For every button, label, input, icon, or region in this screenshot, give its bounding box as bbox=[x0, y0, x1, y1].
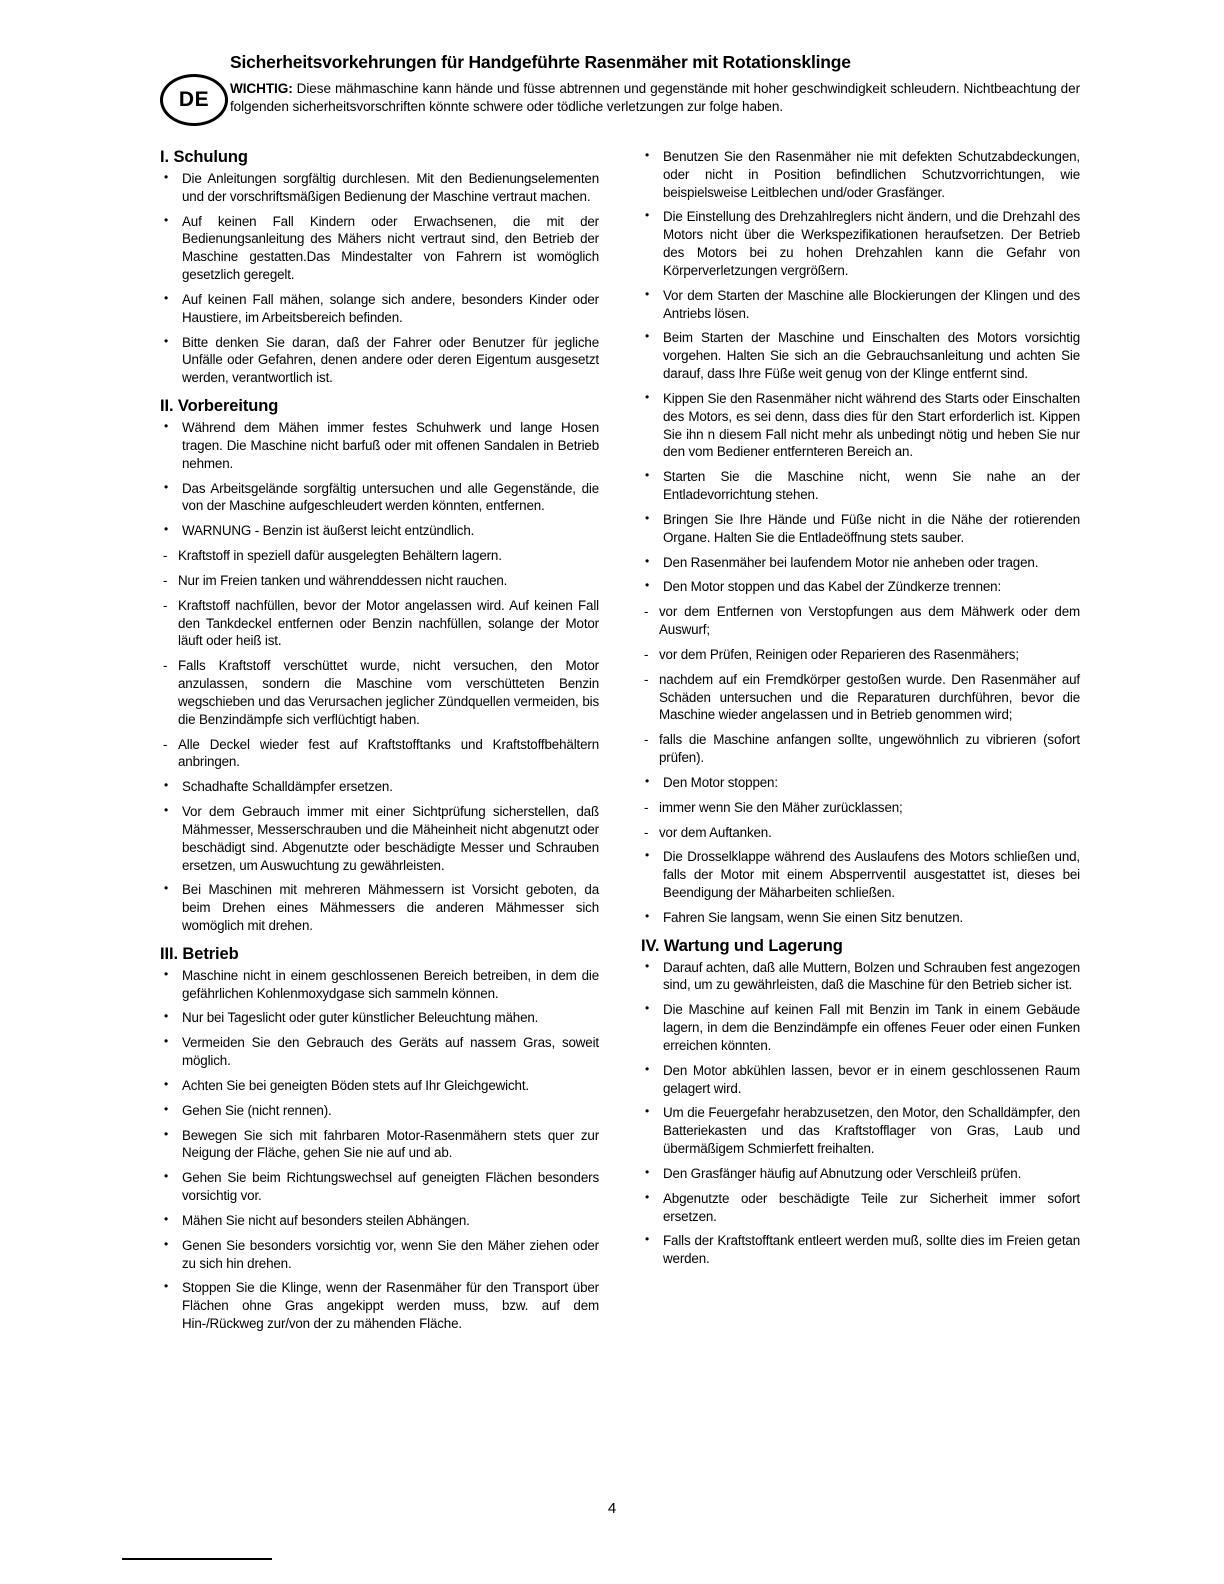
right-column bbox=[641, 148, 1080, 1340]
list-item: - vor dem Prüfen, Reinigen oder Reparieren des Rasenmähers; bbox=[641, 646, 1080, 664]
nested-dash-list-zuendkerze bbox=[641, 603, 1080, 767]
list-item: • Genen Sie besonders vorsichtig vor, wenn Sie den Mäher ziehen oder zu sich hin drehen. bbox=[160, 1237, 599, 1273]
page-number: 4 bbox=[607, 1500, 617, 1517]
list-item: • Den Motor abkühlen lassen, bevor er in einem geschlossenen Raum gelagert wird. bbox=[641, 1062, 1080, 1098]
list-item: • Das Arbeitsgelände sorgfältig untersuchen und alle Gegenstände, die von der Maschine aufgeschleudert werden könnten, entfernen. bbox=[160, 480, 599, 516]
list-item: • Fahren Sie langsam, wenn Sie einen Sitz benutzen. bbox=[641, 909, 1080, 927]
list-item: - Kraftstoff nachfüllen, bevor der Motor angelassen wird. Auf keinen Fall den Tankdeckel entfernen oder Benzin nachfüllen, solange der Motor läuft oder heiß ist. bbox=[160, 597, 599, 650]
list-item: • Gehen Sie beim Richtungswechsel auf geneigten Flächen besonders vorsichtig vor. bbox=[160, 1169, 599, 1205]
list-schulung bbox=[160, 170, 599, 387]
list-item: • Darauf achten, daß alle Muttern, Bolzen und Schrauben fest angezogen sind, um zu gewährleisten, daß die Maschine für den Betrieb sicher ist. bbox=[641, 959, 1080, 995]
important-notice bbox=[230, 80, 1080, 117]
list-item: • Den Motor stoppen: bbox=[641, 774, 1080, 792]
list-item: • Benutzen Sie den Rasenmäher nie mit defekten Schutzabdeckungen, oder nicht in Position befindlichen Schutzvorrichtungen, wie beispielsweise Leitblechen und/oder Grasfänger. bbox=[641, 148, 1080, 201]
list-item: - immer wenn Sie den Mäher zurücklassen; bbox=[641, 799, 1080, 817]
left-column bbox=[160, 148, 599, 1340]
list-item: - Falls Kraftstoff verschüttet wurde, nicht versuchen, den Motor anzulassen, sondern die Maschine vom verschütteten Benzin wegschieben und das Verursachen jeglicher Zündquellen vermeiden, bis die Benzindämpfe sich verflüchtigt haben. bbox=[160, 657, 599, 728]
nested-dash-list-kraftstoff bbox=[160, 547, 599, 771]
page-header bbox=[160, 52, 1080, 117]
list-item: • Schadhafte Schalldämpfer ersetzen. bbox=[160, 778, 599, 796]
list-item: • Falls der Kraftstofftank entleert werden muß, sollte dies im Freien getan werden. bbox=[641, 1232, 1080, 1268]
list-item: - Kraftstoff in speziell dafür ausgelegten Behältern lagern. bbox=[160, 547, 599, 565]
list-item: • Vor dem Starten der Maschine alle Blockierungen der Klingen und des Antriebs lösen. bbox=[641, 287, 1080, 323]
section-heading-betrieb: III. Betrieb bbox=[160, 944, 239, 963]
list-item: - falls die Maschine anfangen sollte, ungewöhnlich zu vibrieren (sofort prüfen). bbox=[641, 731, 1080, 767]
list-item: • Vermeiden Sie den Gebrauch des Geräts auf nassem Gras, soweit möglich. bbox=[160, 1034, 599, 1070]
nested-dash-list-motor-stoppen bbox=[641, 799, 1080, 842]
list-item: • Den Rasenmäher bei laufendem Motor nie anheben oder tragen. bbox=[641, 554, 1080, 572]
list-item: • Den Grasfänger häufig auf Abnutzung oder Verschleiß prüfen. bbox=[641, 1165, 1080, 1183]
list-item: • WARNUNG - Benzin ist äußerst leicht entzündlich. bbox=[160, 522, 599, 540]
list-item: • Auf keinen Fall Kindern oder Erwachsenen, die mit der Bedienungsanleitung des Mähers nicht vertraut sind, den Betrieb der Maschine gestatten.Das Mindestalter von Fahrern ist womöglich gesetzlich geregelt. bbox=[160, 213, 599, 284]
list-item: • Die Drosselklappe während des Auslaufens des Motors schließen und, falls der Motor mit einem Absperrventil ausgestattet ist, dieses bei Beendigung der Mäharbeiten schließen. bbox=[641, 848, 1080, 901]
list-item: • Die Anleitungen sorgfältig durchlesen. Mit den Bedienungselementen und der vorschriftsmäßigen Bedienung der Maschine vertraut machen. bbox=[160, 170, 599, 206]
list-item: • Achten Sie bei geneigten Böden stets auf Ihr Gleichgewicht. bbox=[160, 1077, 599, 1095]
list-item: - vor dem Entfernen von Verstopfungen aus dem Mähwerk oder dem Auswurf; bbox=[641, 603, 1080, 639]
two-column-body bbox=[160, 148, 1080, 1340]
section-heading-vorbereitung: II. Vorbereitung bbox=[160, 397, 279, 416]
list-item: • Den Motor stoppen und das Kabel der Zündkerze trennen: bbox=[641, 578, 1080, 596]
list-item: • Um die Feuergefahr herabzusetzen, den Motor, den Schalldämpfer, den Batteriekasten und das Kraftstofflager von Gras, Laub und übermäßigem Schmierfett freihalten. bbox=[641, 1104, 1080, 1157]
list-item: • Kippen Sie den Rasenmäher nicht während des Starts oder Einschalten des Motors, es sei denn, dass dies für den Start erforderlich ist. Kippen Sie ihn n diesem Fall nicht mehr als unbedingt nötig und heben Sie nur den vom Bediener entfernteren Bereich an. bbox=[641, 390, 1080, 461]
list-betrieb-cont bbox=[641, 148, 1080, 596]
list-item: • Starten Sie die Maschine nicht, wenn Sie nahe an der Entladevorrichtung stehen. bbox=[641, 468, 1080, 504]
list-kraftstoff bbox=[160, 547, 599, 771]
list-vorbereitung bbox=[160, 419, 599, 540]
language-badge-de: DE bbox=[160, 74, 228, 126]
list-betrieb-end bbox=[641, 848, 1080, 926]
list-item: • Während dem Mähen immer festes Schuhwerk und lange Hosen tragen. Die Maschine nicht barfuß oder mit offenen Sandalen in Betrieb nehmen. bbox=[160, 419, 599, 472]
list-item: • Maschine nicht in einem geschlossenen Bereich betreiben, in dem die gefährlichen Kohlenmoxydgase sich sammeln können. bbox=[160, 967, 599, 1003]
list-item: • Vor dem Gebrauch immer mit einer Sichtprüfung sicherstellen, daß Mähmesser, Messerschrauben und die Mäheinheit nicht abgenutzt oder beschädigt sind. Abgenutzte oder beschädigte Messer und Schrauben ersetzen, um Auswuchtung zu gewährleisten. bbox=[160, 803, 599, 874]
list-motor-stoppen bbox=[641, 774, 1080, 792]
list-item: • Die Einstellung des Drehzahlreglers nicht ändern, und die Drehzahl des Motors nicht über die Werkspezifikationen heraufsetzen. Der Betrieb des Motors bei zu hohen Drehzahlen kann die Gefahr von Körperverletzungen vergrößern. bbox=[641, 208, 1080, 279]
list-item: • Bitte denken Sie daran, daß der Fahrer oder Benutzer für jegliche Unfälle oder Gefahren, denen andere oder deren Eigentum ausgesetzt werden, verantwortlich ist. bbox=[160, 334, 599, 387]
list-item: • Bringen Sie Ihre Hände und Füße nicht in die Nähe der rotierenden Organe. Halten Sie die Entladeöffnung stets sauber. bbox=[641, 511, 1080, 547]
list-item: • Gehen Sie (nicht rennen). bbox=[160, 1102, 599, 1120]
list-zuendkerze bbox=[641, 603, 1080, 767]
list-item: - Alle Deckel wieder fest auf Kraftstofftanks und Kraftstoffbehältern anbringen. bbox=[160, 736, 599, 772]
list-betrieb bbox=[160, 967, 599, 1333]
list-vorbereitung-cont bbox=[160, 778, 599, 935]
important-text: Diese mähmaschine kann hände und füsse abtrennen und gegenstände mit hoher geschwindigkeit schleudern. Nichtbeachtung der folgenden sicherheitsvorschriften könnte schwere oder tödliche verletzungen zur folge haben. bbox=[230, 80, 1080, 115]
list-item: • Bewegen Sie sich mit fahrbaren Motor-Rasenmähern stets quer zur Neigung der Fläche, gehen Sie nie auf und ab. bbox=[160, 1127, 599, 1163]
list-item: • Nur bei Tageslicht oder guter künstlicher Beleuchtung mähen. bbox=[160, 1009, 599, 1027]
list-item: - Nur im Freien tanken und währenddessen nicht rauchen. bbox=[160, 572, 599, 590]
list-item: • Mähen Sie nicht auf besonders steilen Abhängen. bbox=[160, 1212, 599, 1230]
list-item: • Die Maschine auf keinen Fall mit Benzin im Tank in einem Gebäude lagern, in dem die Benzindämpfe ein offenes Feuer oder einen Funken erreichen könnten. bbox=[641, 1001, 1080, 1054]
section-heading-wartung: IV. Wartung und Lagerung bbox=[641, 936, 843, 955]
list-item: • Auf keinen Fall mähen, solange sich andere, besonders Kinder oder Haustiere, im Arbeitsbereich befinden. bbox=[160, 291, 599, 327]
list-item: • Beim Starten der Maschine und Einschalten des Motors vorsichtig vorgehen. Halten Sie sich an die Gebrauchsanleitung und achten Sie darauf, dass Ihre Füße weit genug von der Klinge entfernt sind. bbox=[641, 329, 1080, 382]
important-label: WICHTIG: bbox=[230, 80, 293, 96]
list-item: - vor dem Auftanken. bbox=[641, 824, 1080, 842]
list-item: - nachdem auf ein Fremdkörper gestoßen wurde. Den Rasenmäher auf Schäden untersuchen und die Reparaturen durchführen, bevor die Maschine wieder angelassen und in Betrieb genommen wird; bbox=[641, 671, 1080, 724]
list-motor-stoppen-sub bbox=[641, 799, 1080, 842]
footer-rule bbox=[122, 1558, 272, 1560]
page-title: Sicherheitsvorkehrungen für Handgeführte Rasenmäher mit Rotationsklinge bbox=[230, 52, 851, 72]
section-heading-schulung: I. Schulung bbox=[160, 148, 248, 166]
list-item: • Abgenutzte oder beschädigte Teile zur Sicherheit immer sofort ersetzen. bbox=[641, 1190, 1080, 1226]
list-item: • Stoppen Sie die Klinge, wenn der Rasenmäher für den Transport über Flächen ohne Gras angekippt werden muss, bzw. auf dem Hin-/Rückweg zur/von der zu mähenden Fläche. bbox=[160, 1279, 599, 1332]
list-wartung bbox=[641, 959, 1080, 1268]
list-item: • Bei Maschinen mit mehreren Mähmessern ist Vorsicht geboten, da beim Drehen eines Mähmessers die anderen Mähmesser sich womöglich mit drehen. bbox=[160, 881, 599, 934]
